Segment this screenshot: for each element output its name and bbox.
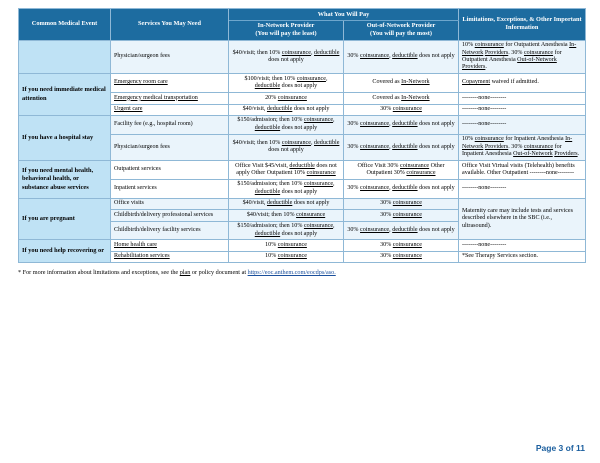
in-network-cell: $100/visit; then 10% coinsurance, deductible does not apply [229, 74, 344, 93]
table-row [19, 161, 586, 180]
event-cell: If you need help recovering or [19, 240, 111, 263]
limitations-cell: --------none-------- [459, 93, 586, 104]
out-of-network-cell: 30% coinsurance [344, 240, 459, 251]
service-cell: Emergency room care [111, 74, 229, 93]
service-cell: Home health care [111, 240, 229, 251]
out-of-network-cell: 30% coinsurance, deductible does not apply [344, 115, 459, 134]
footnote [18, 269, 585, 277]
in-network-cell: $40/visit; then 10% coinsurance [229, 210, 344, 221]
header-common-medical-event: Common Medical Event [19, 9, 111, 41]
service-cell: Childbirth/delivery facility services [111, 221, 229, 240]
in-network-cell: $40/visit; then 10% coinsurance, deductible does not apply [229, 40, 344, 74]
limitations-cell: Copayment waived if admitted. [459, 74, 586, 93]
header-in-network-subtitle: (You will pay the least) [255, 30, 317, 38]
out-of-network-cell: 30% coinsurance, deductible does not apply [344, 134, 459, 160]
header-limitations: Limitations, Exceptions, & Other Important Information [459, 9, 586, 41]
service-cell: Physician/surgeon fees [111, 40, 229, 74]
footnote-middle: or policy document at [190, 269, 248, 277]
header-out-of-network-title: Out-of-Network Provider [366, 22, 436, 30]
header-in-network-provider [229, 20, 344, 40]
page-number: Page 3 of 11 [535, 443, 585, 453]
in-network-cell: $150/admission; then 10% coinsurance, deductible does not apply [229, 221, 344, 240]
limitations-cell: --------none-------- [459, 240, 586, 251]
in-network-cell: $150/admission; then 10% coinsurance, deductible does not apply [229, 179, 344, 198]
limitations-cell: --------none-------- [459, 179, 586, 198]
service-cell: Facility fee (e.g., hospital room) [111, 115, 229, 134]
in-network-cell: Office Visit $45/visit, deductible does not apply Other Outpatient 10% coinsurance [229, 161, 344, 180]
event-cell [19, 40, 111, 74]
limitations-cell: Maternity care may include tests and services described elsewhere in the SBC (i.e., ultrasound). [459, 198, 586, 240]
footnote-url-link[interactable]: https://eoc.anthem.com/eocdps/aso. [247, 269, 336, 277]
header-row-top [19, 9, 586, 21]
out-of-network-cell: Covered as In-Network [344, 93, 459, 104]
out-of-network-cell: 30% coinsurance [344, 251, 459, 262]
table-row [19, 40, 586, 74]
footnote-prefix: * For more information about limitations and exceptions, see the [18, 269, 180, 277]
in-network-cell: $40/visit; then 10% coinsurance, deductible does not apply [229, 134, 344, 160]
in-network-cell: 10% coinsurance [229, 251, 344, 262]
service-cell: Childbirth/delivery professional services [111, 210, 229, 221]
service-cell: Outpatient services [111, 161, 229, 180]
limitations-cell: 10% coinsurance for Inpatient Anesthesia In-Network Providers. 30% coinsurance for Inpatient Anesthesia Out-of-Network Providers. [459, 134, 586, 160]
service-cell: Emergency medical transportation [111, 93, 229, 104]
table-row [19, 74, 586, 93]
benefits-table [18, 8, 586, 263]
footnote-plan-term: plan [179, 269, 191, 277]
out-of-network-cell: 30% coinsurance, deductible does not apply [344, 221, 459, 240]
in-network-cell: $40/visit, deductible does not apply [229, 198, 344, 209]
limitations-cell: --------none-------- [459, 104, 586, 115]
service-cell: Physician/surgeon fees [111, 134, 229, 160]
in-network-cell: 20% coinsurance [229, 93, 344, 104]
header-out-of-network-provider [344, 20, 459, 40]
event-cell: If you are pregnant [19, 198, 111, 240]
event-cell: If you need mental health, behavioral health, or substance abuse services [19, 161, 111, 199]
out-of-network-cell: Covered as In-Network [344, 74, 459, 93]
limitations-cell: 10% coinsurance for Outpatient Anesthesia In-Network Providers. 30% coinsurance for Outpatient Anesthesia Out-of-Network Providers. [459, 40, 586, 74]
out-of-network-cell: 30% coinsurance [344, 210, 459, 221]
service-cell: Rehabilitation services [111, 251, 229, 262]
header-in-network-title: In-Network Provider [257, 22, 315, 30]
event-cell: If you need immediate medical attention [19, 74, 111, 116]
table-row [19, 115, 586, 134]
header-out-of-network-subtitle: (You will pay the most) [370, 30, 432, 38]
in-network-cell: $40/visit, deductible does not apply [229, 104, 344, 115]
table-row [19, 198, 586, 209]
header-what-you-will-pay: What You Will Pay [229, 9, 459, 21]
out-of-network-cell: 30% coinsurance [344, 104, 459, 115]
service-cell: Urgent care [111, 104, 229, 115]
table-header [19, 9, 586, 41]
limitations-cell: *See Therapy Services section. [459, 251, 586, 262]
in-network-cell: $150/admission; then 10% coinsurance, deductible does not apply [229, 115, 344, 134]
service-cell: Office visits [111, 198, 229, 209]
table-row [19, 240, 586, 251]
table-body [19, 40, 586, 263]
event-cell: If you have a hospital stay [19, 115, 111, 160]
limitations-cell: --------none-------- [459, 115, 586, 134]
out-of-network-cell: 30% coinsurance [344, 198, 459, 209]
limitations-cell: Office Visit Virtual visits (Telehealth) benefits available. Other Outpatient --------none-------- [459, 161, 586, 180]
out-of-network-cell: Office Visit 30% coinsurance Other Outpatient 30% coinsurance [344, 161, 459, 180]
out-of-network-cell: 30% coinsurance, deductible does not apply [344, 40, 459, 74]
header-services-you-may-need: Services You May Need [111, 9, 229, 41]
in-network-cell: 10% coinsurance [229, 240, 344, 251]
out-of-network-cell: 30% coinsurance, deductible does not apply [344, 179, 459, 198]
service-cell: Inpatient services [111, 179, 229, 198]
